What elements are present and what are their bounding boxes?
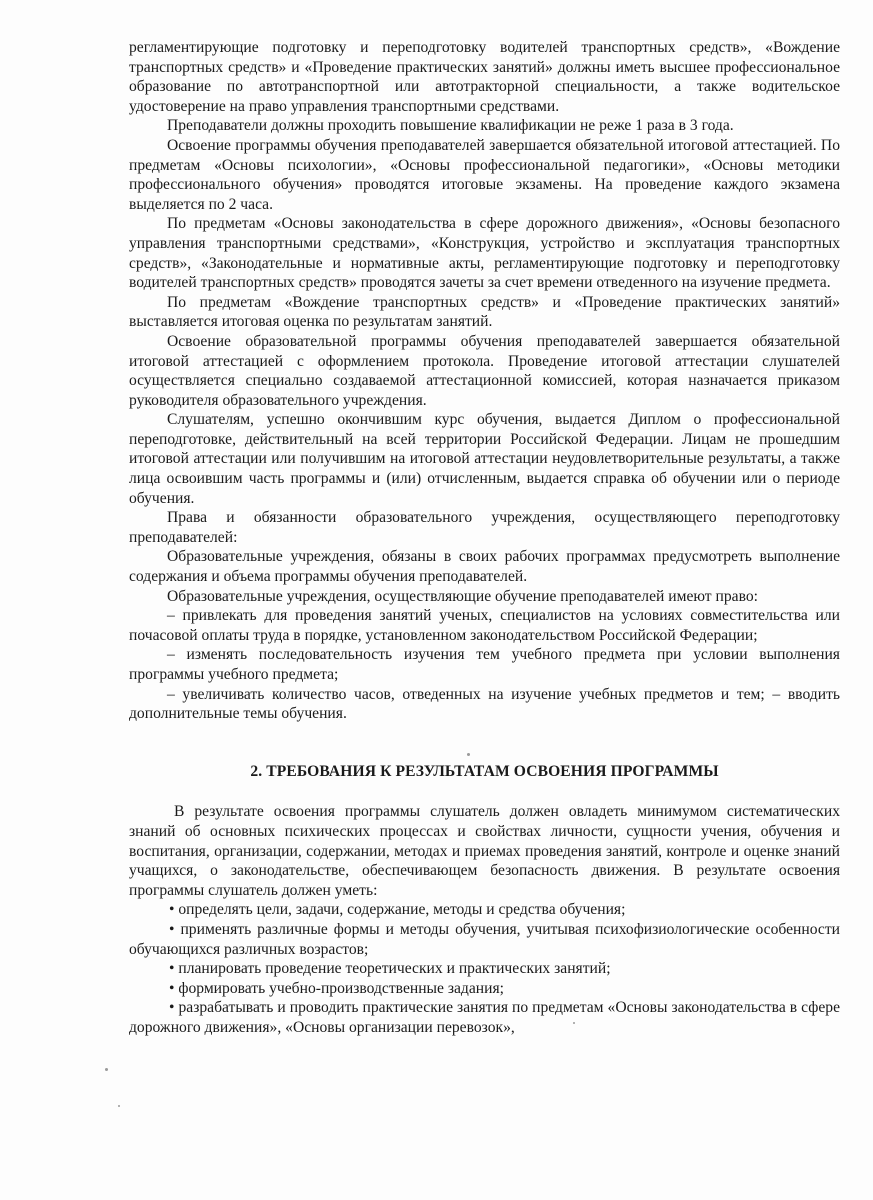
scan-speck <box>118 1105 120 1107</box>
paragraph-teacher-qualification: регламентирующие подготовку и переподготовку водителей транспортных средств», «Вождение транспортных средств» и «Проведение практических занятий» должны иметь высшее профессиональное образование по автотранспортной или автотракторной специальности, а также водительское удостоверение на право управления транспортными средствами. <box>129 39 840 115</box>
paragraph-rights-intro: Образовательные учреждения, осуществляющие обучение преподавателей имеют право: <box>167 587 758 605</box>
list-item: • планировать проведение теоретических и практических занятий; <box>169 960 611 978</box>
list-item: • разрабатывать и проводить практические занятия по предметам «Основы законодательства в сфере дорожного движения», «Основы организации перевозок», <box>129 999 840 1036</box>
paragraph-obligations: Образовательные учреждения, обязаны в своих рабочих программах предусмотреть выполнение содержания и объема программы обучения преподавателей. <box>129 548 840 586</box>
paragraph-final-attestation-exams: Освоение программы обучения преподавателей завершается обязательной итоговой аттестацией. По предметам «Основы психологии», «Основы профессиональной педагогики», «Основы методики профессионального обучения» проводятся итоговые экзамены. На проведение каждого экзамена выделяется по 2 часа. <box>129 136 840 213</box>
list-item: • формировать учебно-производственные задания; <box>169 979 504 997</box>
scan-speck <box>573 1022 575 1024</box>
paragraph-attestation-commission: Освоение образовательной программы обучения преподавателей завершается обязательной итоговой аттестацией с оформлением протокола. Проведение итоговой аттестации слушателей осуществляется специально создаваемой аттестационной комиссией, которая назначается приказом руководителя образовательного учреждения. <box>129 332 840 409</box>
scan-speck <box>105 1068 108 1071</box>
paragraph-final-grade: По предметам «Вождение транспортных средств» и «Проведение практических занятий» выставляется итоговая оценка по результатам занятий. <box>129 293 840 331</box>
scan-speck <box>467 753 470 756</box>
paragraph-qualification-upgrade: Преподаватели должны проходить повышение квалификации не реже 1 раза в 3 года. <box>167 117 734 135</box>
list-item: • определять цели, задачи, содержание, методы и средства обучения; <box>169 901 626 919</box>
list-item: • применять различные формы и методы обучения, учитывая психофизиологические особенности обучающихся различных возрастов; <box>129 920 840 958</box>
paragraph-right-change-sequence: – изменять последовательность изучения тем учебного предмета при условии выполнения программы учебного предмета; <box>129 646 840 683</box>
paragraph-rights-heading: Права и обязанности образовательного учреждения, осуществляющего переподготовку преподавателей: <box>129 509 840 546</box>
paragraph-results-intro: В результате освоения программы слушатель должен овладеть минимумом систематических знаний об основных психических процессах и свойствах личности, сущности учения, обучения и воспитания, организации, содержании, методах и приемах проведения занятий, контроле и оценке знаний учащихся, о законодательстве, обеспечивающем безопасность движения. В результате освоения программы слушатель должен уметь: <box>129 803 840 899</box>
section-heading: 2. ТРЕБОВАНИЯ К РЕЗУЛЬТАТАМ ОСВОЕНИЯ ПРОГРАММЫ <box>250 762 719 780</box>
page-content <box>129 38 840 1038</box>
paragraph-right-increase-hours: – увеличивать количество часов, отведенных на изучение учебных предметов и тем; – вводить дополнительные темы обучения. <box>129 685 840 723</box>
paragraph-credits: По предметам «Основы законодательства в сфере дорожного движения», «Основы безопасного управления транспортными средствами», «Конструкция, устройство и эксплуатация транспортных средств», «Законодательные и нормативные акты, регламентирующие подготовку и переподготовку водителей транспортных средств» проводятся зачеты за счет времени отведенного на изучение предмета. <box>129 215 840 292</box>
paragraph-right-attract-staff: – привлекать для проведения занятий ученых, специалистов на условиях совместительства или почасовой оплаты труда в порядке, установленном законодательством Российской Федерации; <box>129 607 840 644</box>
section-results <box>129 802 840 1037</box>
paragraph-diploma: Слушателям, успешно окончившим курс обучения, выдается Диплом о профессиональной переподготовке, действительный на всей территории Российской Федерации. Лицам не прошедшим итоговой аттестации или получившим на итоговой аттестации неудовлетворительные результаты, а также лица освоившим часть программы и (или) отчисленным, выдается справка об обучении или о периоде обучения. <box>129 411 840 507</box>
